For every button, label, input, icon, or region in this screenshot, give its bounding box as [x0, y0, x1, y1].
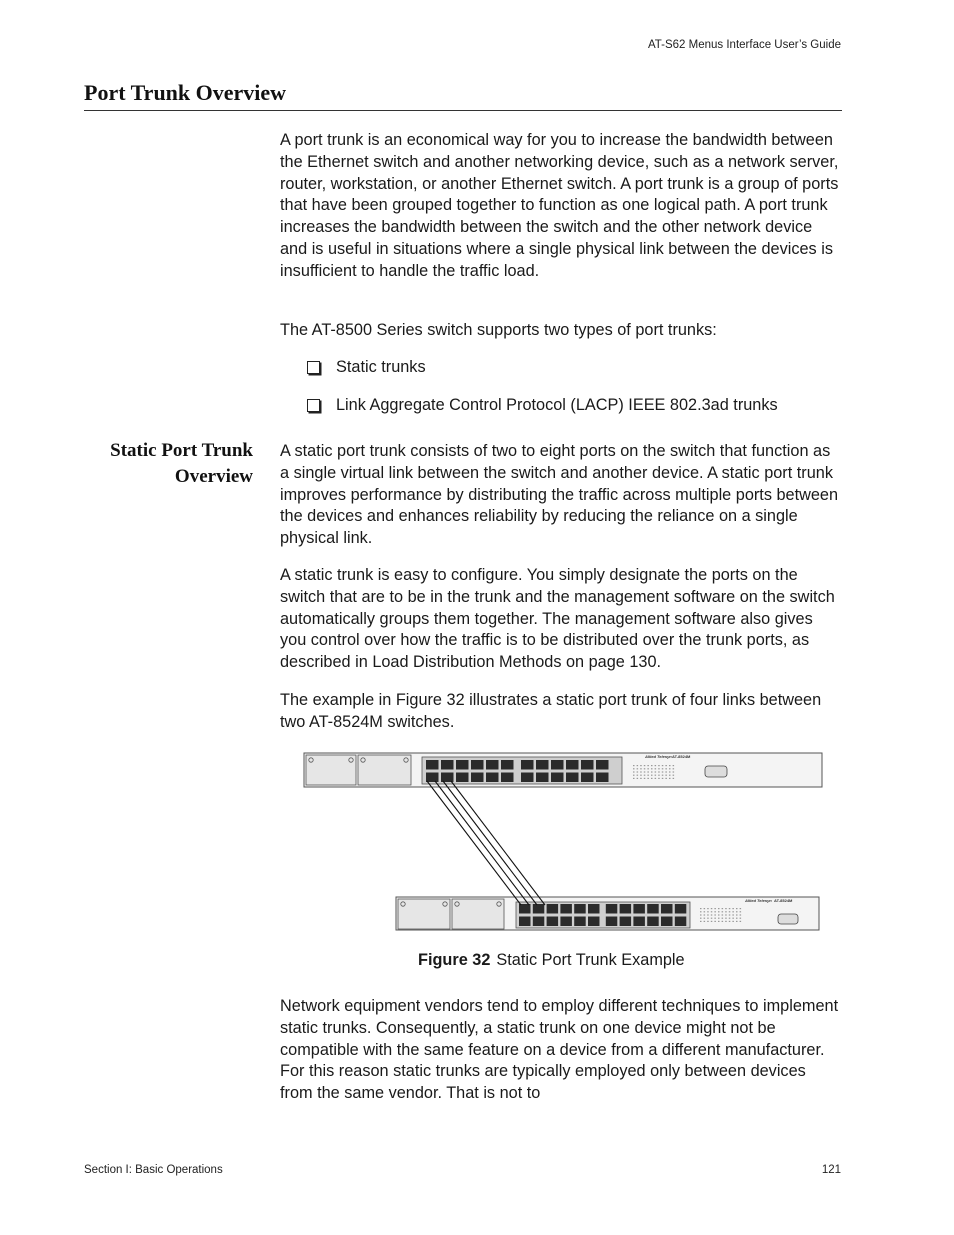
ethernet-port	[633, 917, 645, 927]
subsection-title: Static Port Trunk Overview	[110, 440, 253, 487]
ethernet-port	[661, 917, 673, 927]
status-led	[704, 908, 706, 909]
status-led	[722, 911, 724, 912]
status-led	[655, 771, 657, 772]
status-led	[714, 918, 716, 919]
subsection-paragraph-1: A static port trunk consists of two to eight ports on the switch that function as a single virtual link between the switch and another device. A static port trunk improves performance by distributing the traffic across multiple ports between the devices and enhances reliability by reducing the reliance on a single physical link.	[280, 442, 839, 548]
status-led	[662, 771, 664, 772]
bullet-lacp-trunks	[307, 395, 778, 417]
page-number: 121	[821, 1164, 841, 1176]
svg-text:AT-8524M: AT-8524M	[672, 754, 691, 759]
status-led	[658, 768, 660, 769]
status-led	[729, 911, 731, 912]
section-divider	[84, 110, 842, 111]
status-led	[665, 768, 667, 769]
svg-text:AT-8524M: AT-8524M	[774, 898, 793, 903]
status-led	[647, 765, 649, 766]
ethernet-port	[606, 917, 618, 927]
status-led	[722, 918, 724, 919]
status-led	[725, 921, 727, 922]
status-led	[704, 914, 706, 915]
status-led	[655, 768, 657, 769]
status-led	[707, 911, 709, 912]
ethernet-port	[574, 917, 586, 927]
status-led	[732, 918, 734, 919]
status-led	[704, 921, 706, 922]
status-led	[714, 911, 716, 912]
ethernet-port	[620, 904, 632, 914]
status-led	[718, 908, 720, 909]
status-led	[673, 778, 675, 779]
svg-text:Allied Telesyn: Allied Telesyn	[745, 898, 772, 903]
status-led	[637, 768, 639, 769]
status-led	[740, 908, 742, 909]
ethernet-port	[620, 917, 632, 927]
ethernet-port	[441, 760, 454, 770]
status-led	[714, 908, 716, 909]
status-led	[633, 768, 635, 769]
status-led	[732, 911, 734, 912]
figure-caption	[418, 951, 685, 970]
status-led	[637, 775, 639, 776]
ethernet-port	[588, 904, 600, 914]
ethernet-port	[661, 904, 673, 914]
status-led	[669, 765, 671, 766]
status-led	[725, 908, 727, 909]
status-led	[637, 765, 639, 766]
status-led	[655, 765, 657, 766]
status-led	[718, 918, 720, 919]
ethernet-port	[596, 773, 609, 783]
status-led	[662, 768, 664, 769]
bullet-static-trunks	[307, 357, 426, 379]
subsection-paragraph-2: A static trunk is easy to configure. You simply designate the ports on the switch that are to be in the trunk and the management software on the switch automatically groups them together. The management software also gives you control over how the traffic is to be distributed over the trunk ports, as described in Load Distribution Methods on page 130.	[280, 566, 835, 672]
status-led	[647, 778, 649, 779]
status-led	[647, 768, 649, 769]
status-led	[711, 908, 713, 909]
ethernet-port	[536, 760, 549, 770]
ethernet-port	[456, 773, 469, 783]
status-led	[655, 778, 657, 779]
switch-bottom	[396, 897, 819, 930]
ethernet-port	[519, 917, 531, 927]
status-led	[673, 765, 675, 766]
switch-top	[304, 753, 822, 787]
status-led	[637, 778, 639, 779]
ethernet-port	[560, 917, 572, 927]
status-led	[700, 921, 702, 922]
ethernet-port	[560, 904, 572, 914]
status-led	[700, 914, 702, 915]
subsection-paragraph-3: The example in Figure 32 illustrates a static port trunk of four links between two AT-8524M switches.	[280, 691, 822, 731]
status-led	[736, 911, 738, 912]
ethernet-port	[486, 773, 499, 783]
trunk-link-2	[435, 781, 529, 905]
status-led	[647, 771, 649, 772]
status-led	[658, 775, 660, 776]
status-led	[644, 778, 646, 779]
status-led	[725, 914, 727, 915]
status-led	[722, 908, 724, 909]
ethernet-port	[547, 917, 559, 927]
status-led	[669, 778, 671, 779]
status-led	[640, 778, 642, 779]
ethernet-port	[426, 773, 439, 783]
ethernet-port	[533, 904, 545, 914]
ethernet-port	[551, 773, 564, 783]
status-led	[665, 765, 667, 766]
status-led	[704, 918, 706, 919]
status-led	[640, 775, 642, 776]
status-led	[662, 765, 664, 766]
ethernet-port	[596, 760, 609, 770]
ethernet-port	[581, 773, 594, 783]
status-led	[665, 771, 667, 772]
svg-text:Allied Telesyn: Allied Telesyn	[645, 754, 672, 759]
checkbox-bullet-icon	[307, 361, 320, 374]
ethernet-port	[471, 773, 484, 783]
status-led	[740, 921, 742, 922]
status-led	[633, 778, 635, 779]
intro-paragraph-2: The AT-8500 Series switch supports two types of port trunks:	[280, 321, 717, 339]
status-led	[644, 765, 646, 766]
status-led	[718, 914, 720, 915]
status-led	[740, 911, 742, 912]
ethernet-port	[566, 760, 579, 770]
ethernet-port	[588, 917, 600, 927]
status-led	[729, 914, 731, 915]
status-led	[633, 775, 635, 776]
ethernet-port	[547, 904, 559, 914]
status-led	[700, 908, 702, 909]
section-title: Port Trunk Overview	[84, 80, 287, 105]
ethernet-port	[533, 917, 545, 927]
trunk-link-1	[427, 781, 521, 905]
ethernet-port	[574, 904, 586, 914]
status-led	[644, 771, 646, 772]
status-led	[711, 911, 713, 912]
status-led	[711, 921, 713, 922]
ethernet-port	[566, 773, 579, 783]
ethernet-port	[486, 760, 499, 770]
status-led	[729, 918, 731, 919]
status-led	[673, 771, 675, 772]
ethernet-port	[501, 760, 514, 770]
status-led	[732, 921, 734, 922]
status-led	[633, 771, 635, 772]
ethernet-port	[647, 917, 659, 927]
status-led	[740, 914, 742, 915]
intro-paragraph-1: A port trunk is an economical way for you to increase the bandwidth between the Ethernet switch and another networking device, such as a network server, router, workstation, or another Ethernet switch. A port trunk is a group of ports that have been grouped together to function as one logical path. A port trunk increases the bandwidth between the switch and the other network device and is useful in situations where a single physical link between the devices is insufficient to handle the traffic load.	[280, 131, 839, 280]
status-led	[658, 765, 660, 766]
ethernet-port	[581, 760, 594, 770]
status-led	[707, 914, 709, 915]
status-led	[725, 911, 727, 912]
status-led	[640, 771, 642, 772]
ethernet-port	[675, 904, 687, 914]
ethernet-port	[633, 904, 645, 914]
trunk-link-4	[451, 781, 545, 905]
status-led	[722, 921, 724, 922]
ethernet-port	[675, 917, 687, 927]
ethernet-port	[606, 904, 618, 914]
status-led	[725, 918, 727, 919]
running-header: AT-S62 Menus Interface User’s Guide	[647, 39, 841, 51]
status-led	[707, 921, 709, 922]
bullet-label: Static trunks	[336, 358, 426, 376]
status-led	[714, 914, 716, 915]
status-led	[644, 775, 646, 776]
status-led	[651, 778, 653, 779]
status-led	[714, 921, 716, 922]
status-led	[640, 765, 642, 766]
figure-caption-text: Static Port Trunk Example	[496, 951, 685, 969]
ethernet-port	[471, 760, 484, 770]
status-led	[722, 914, 724, 915]
status-led	[669, 768, 671, 769]
status-led	[729, 921, 731, 922]
ethernet-port	[647, 904, 659, 914]
figure-label: Figure 32	[418, 951, 491, 969]
subsection-paragraph-4: Network equipment vendors tend to employ different techniques to implement static trunks. Consequently, a static trunk on one device might not be compatible with the same feature on a device from a different manufacturer. For this reason static trunks are typically employed only between devices from the same vendor. That is not to	[280, 997, 839, 1103]
ethernet-port	[519, 904, 531, 914]
ethernet-port	[551, 760, 564, 770]
ethernet-port	[456, 760, 469, 770]
ethernet-port	[426, 760, 439, 770]
figure-static-port-trunk	[300, 745, 824, 940]
ethernet-port	[501, 773, 514, 783]
status-led	[736, 908, 738, 909]
status-led	[633, 765, 635, 766]
status-led	[647, 775, 649, 776]
trunk-links	[427, 781, 545, 905]
status-led	[700, 918, 702, 919]
status-led	[665, 778, 667, 779]
status-led	[707, 918, 709, 919]
status-led	[669, 771, 671, 772]
status-led	[732, 908, 734, 909]
ethernet-port	[521, 773, 534, 783]
status-led	[740, 918, 742, 919]
status-led	[651, 775, 653, 776]
status-led	[729, 908, 731, 909]
status-led	[644, 768, 646, 769]
status-led	[669, 775, 671, 776]
status-led	[707, 908, 709, 909]
status-led	[673, 768, 675, 769]
status-led	[736, 918, 738, 919]
status-led	[673, 775, 675, 776]
ethernet-port	[536, 773, 549, 783]
bullet-label: Link Aggregate Control Protocol (LACP) IEEE 802.3ad trunks	[336, 396, 778, 414]
status-led	[651, 771, 653, 772]
ethernet-port	[441, 773, 454, 783]
checkbox-bullet-icon	[307, 399, 320, 412]
status-led	[658, 771, 660, 772]
status-led	[736, 921, 738, 922]
status-led	[651, 768, 653, 769]
status-led	[665, 775, 667, 776]
status-led	[655, 775, 657, 776]
status-led	[711, 914, 713, 915]
status-led	[711, 918, 713, 919]
status-led	[662, 775, 664, 776]
status-led	[658, 778, 660, 779]
status-led	[704, 911, 706, 912]
status-led	[736, 914, 738, 915]
status-led	[651, 765, 653, 766]
status-led	[732, 914, 734, 915]
ethernet-port	[521, 760, 534, 770]
status-led	[637, 771, 639, 772]
status-led	[718, 921, 720, 922]
status-led	[640, 768, 642, 769]
footer-section: Section I: Basic Operations	[84, 1164, 223, 1176]
status-led	[700, 911, 702, 912]
trunk-link-3	[443, 781, 537, 905]
status-led	[662, 778, 664, 779]
status-led	[718, 911, 720, 912]
